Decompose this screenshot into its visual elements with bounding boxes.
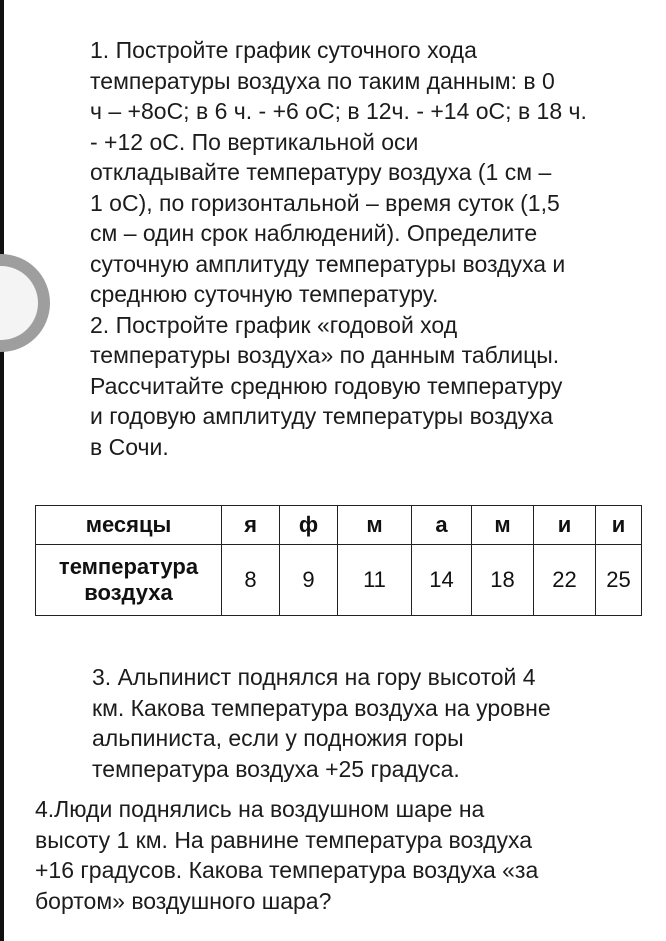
text-line: температура воздуха +25 градуса. — [92, 755, 460, 782]
text-line: откладывайте температуру воздуха (1 см – — [90, 159, 552, 185]
text-line: температуры воздуха» по данным таблицы. — [90, 342, 560, 368]
text-line: км. Какова температура воздуха на уровне — [92, 694, 551, 721]
value-cell: 8 — [222, 545, 280, 616]
month-cell: ф — [280, 506, 338, 545]
text-line: бортом» воздушного шара? — [35, 887, 332, 914]
text-line: 3. Альпинист поднялся на гору высотой 4 — [92, 664, 536, 690]
text-line: и годовую амплитуду температуры воздуха — [90, 403, 554, 429]
value-cell: 18 — [472, 545, 534, 616]
text-line: 2. Постройте график «годовой ход — [90, 311, 458, 338]
circle-button-inner — [0, 266, 38, 340]
text-line: ч – +8oC; в 6 ч. - +6 oC; в 12ч. - +14 oC; в 18 ч. — [90, 98, 587, 124]
text-line: - +12 oC. По вертикальной оси — [90, 128, 419, 155]
header-label-cell: месяцы — [36, 506, 222, 545]
text-line: высоту 1 км. На равнине температура воздуха — [35, 826, 533, 853]
month-cell: м — [338, 506, 412, 545]
text-line: Рассчитайте среднюю годовую температуру — [90, 372, 563, 399]
temperature-table — [35, 505, 642, 616]
text-line: 1 oC), по горизонтальной – время суток (1,5 — [90, 189, 560, 216]
text-line: 4.Люди поднялись на воздушном шаре на — [35, 796, 485, 822]
text-line: альпиниста, если у подножия горы — [92, 725, 464, 751]
month-cell: я — [222, 506, 280, 545]
left-edge-border — [0, 0, 4, 941]
text-line: суточную амплитуду температуры воздуха и — [90, 250, 566, 277]
value-cell: 9 — [280, 545, 338, 616]
value-cell: 22 — [534, 545, 596, 616]
table-header-row — [36, 506, 642, 545]
row-label-line: воздуха — [84, 580, 173, 605]
task-1-and-2-text — [90, 35, 587, 462]
floating-circle-button[interactable] — [0, 254, 50, 352]
month-cell: а — [412, 506, 472, 545]
text-line: в Сочи. — [90, 433, 169, 460]
value-cell: 14 — [412, 545, 472, 616]
row-label-cell — [36, 545, 222, 616]
text-line: см – один срок наблюдений). Определите — [90, 220, 538, 246]
text-line: температуры воздуха по таким данным: в 0 — [90, 67, 555, 94]
task-4-text — [35, 794, 538, 916]
row-label-line: температура — [58, 554, 199, 579]
month-cell: и — [534, 506, 596, 545]
text-line: 1. Постройте график суточного хода — [90, 37, 477, 63]
task-3-text — [92, 662, 551, 784]
month-cell: и — [596, 506, 642, 545]
table-row — [36, 545, 642, 616]
text-line: +16 градусов. Какова температура воздуха «за — [35, 857, 539, 883]
month-cell: м — [472, 506, 534, 545]
value-cell: 11 — [338, 545, 412, 616]
text-line: среднюю суточную температуру. — [90, 281, 439, 307]
value-cell: 25 — [596, 545, 642, 616]
